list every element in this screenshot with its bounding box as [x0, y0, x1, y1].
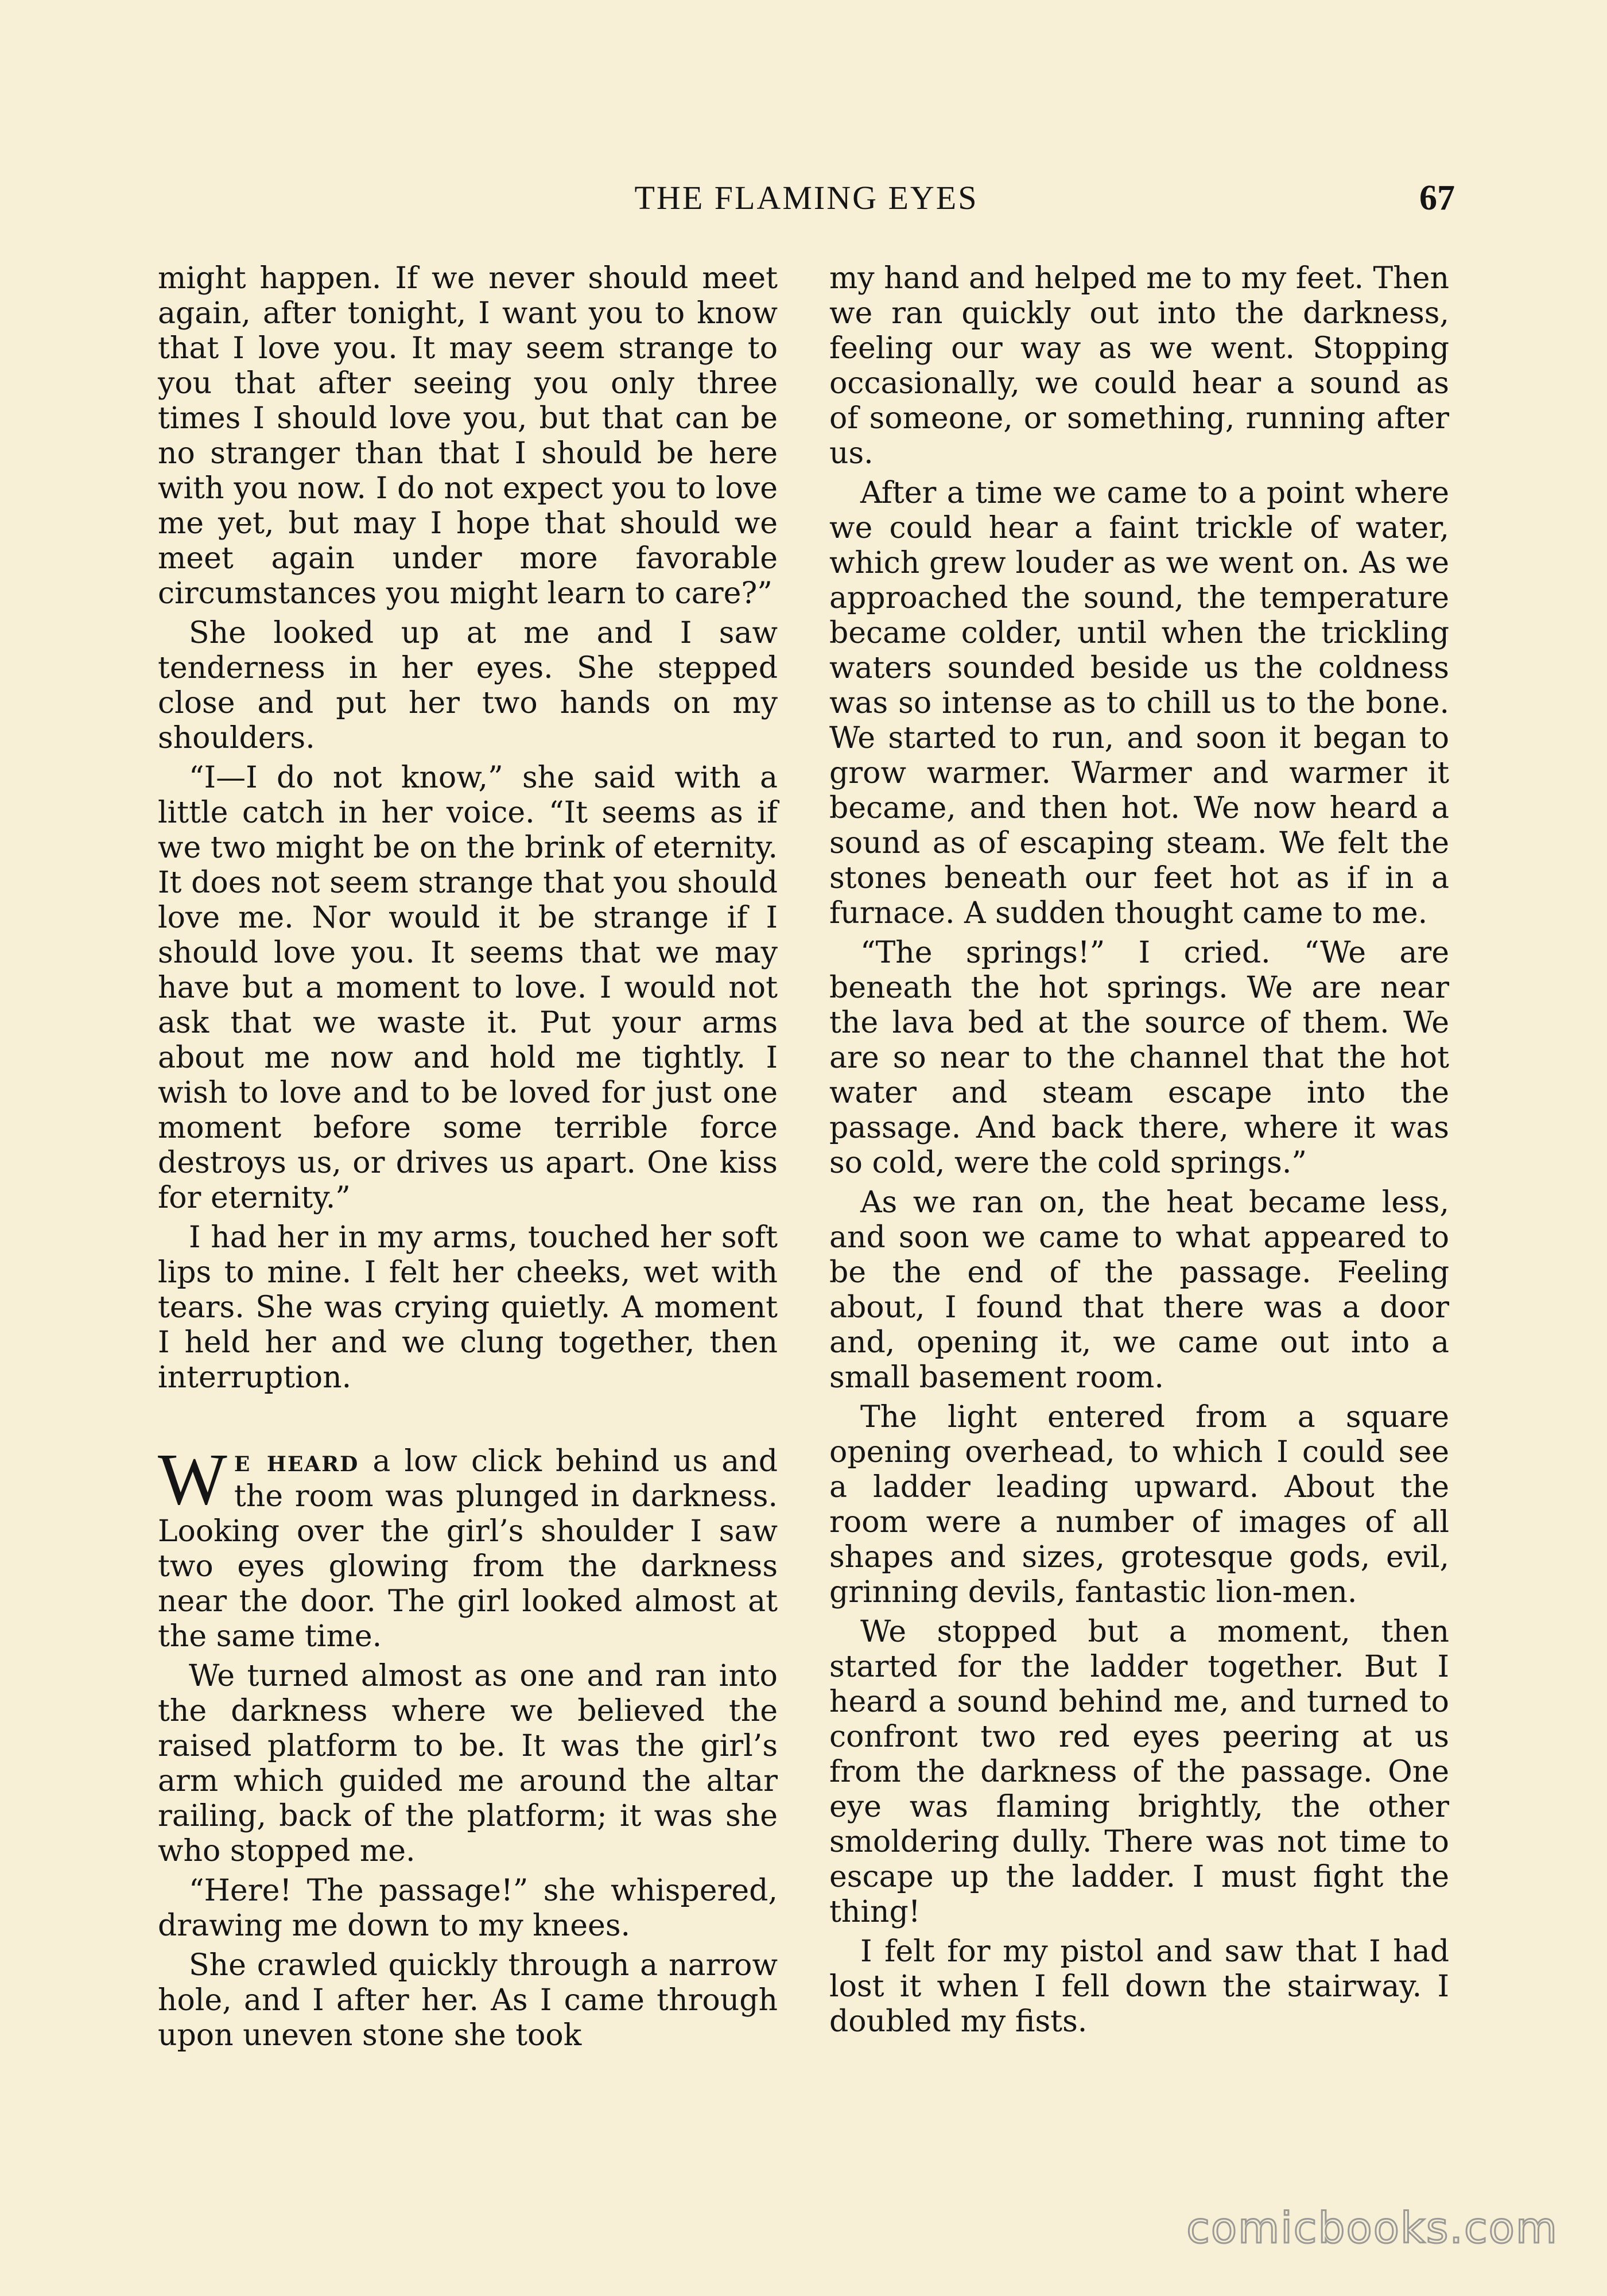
paragraph: I had her in my arms, touched her soft lips to mine. I felt her cheeks, wet with tears. She was crying quietly. A moment I held her and we clung together, then interruption.: [158, 1220, 778, 1395]
drop-cap: W: [158, 1438, 227, 1520]
paragraph: The light entered from a square opening overhead, to which I could see a ladder leading upward. About the room were a number of images of all shapes and sizes, grotesque gods, evil, grinning devils, fantastic lion-men.: [829, 1400, 1449, 1609]
page-number: 67: [1419, 179, 1455, 218]
running-title: THE FLAMING EYES: [634, 179, 979, 216]
watermark: comicbooks.com: [1186, 2204, 1558, 2253]
paragraph: As we ran on, the heat became less, and soon we came to what appeared to be the end of the passage. Feeling about, I found that there was a door and, opening it, we came out into a small basement room.: [829, 1185, 1449, 1395]
paragraph: After a time we came to a point where we could hear a faint trickle of water, which grew louder as we went on. As we approached the sound, the temperature became colder, until when the trickling waters sounded beside us the coldness was so intense as to chill us to the bone. We started to run, and soon it began to grow warmer. Warmer and warmer it became, and then hot. We now heard a sound as of escaping steam. We felt the stones beneath our feet hot as if in a furnace. A sudden thought came to me.: [829, 476, 1449, 930]
right-column: [829, 261, 1449, 2044]
paragraph: might happen. If we never should meet again, after tonight, I want you to know that I love you. It may seem strange to you that after seeing you only three times I should love you, but that can be no stranger than that I should be here with you now. I do not expect you to love me yet, but may I hope that should we meet again under more favorable circumstances you might learn to care?”: [158, 261, 778, 611]
paragraph: She crawled quickly through a narrow hole, and I after her. As I came through upon uneven stone she took: [158, 1948, 778, 2053]
paragraph: “I—I do not know,” she said with a little catch in her voice. “It seems as if we two might be on the brink of eternity. It does not seem strange that you should love me. Nor would it be strange if I should love you. It seems that we may have but a moment to love. I would not ask that we waste it. Put your arms about me now and hold me tightly. I wish to love and to be loved for just one moment before some terrible force destroys us, or drives us apart. One kiss for eternity.”: [158, 761, 778, 1215]
paragraph: We turned almost as one and ran into the darkness where we believed the raised platform to be. It was the girl’s arm which guided me around the altar railing, back of the platform; it was she who stopped me.: [158, 1659, 778, 1868]
paragraph: She looked up at me and I saw tenderness in her eyes. She stepped close and put her two hands on my shoulders.: [158, 616, 778, 755]
small-caps-lead: e heard: [234, 1444, 359, 1479]
page-header: [158, 172, 1455, 224]
paragraph: I felt for my pistol and saw that I had lost it when I fell down the stairway. I doubled my fists.: [829, 1934, 1449, 2039]
left-column: [158, 261, 778, 2058]
paragraph-text: a low click behind us and the room was plunged in darkness. Looking over the girl’s shoulder I saw two eyes glowing from the darkness near the door. The girl looked almost at the same time.: [158, 1444, 778, 1654]
section-opening-paragraph: [158, 1438, 778, 1654]
paragraph: We stopped but a moment, then started for the ladder together. But I heard a sound behind me, and turned to confront two red eyes peering at us from the darkness of the passage. One eye was flaming brightly, the other smoldering dully. There was not time to escape up the ladder. I must fight the thing!: [829, 1615, 1449, 1929]
paragraph: “Here! The passage!” she whispered, drawing me down to my knees.: [158, 1874, 778, 1943]
paragraph: my hand and helped me to my feet. Then we ran quickly out into the darkness, feeling our way as we went. Stopping occasionally, we could hear a sound as of someone, or something, running after us.: [829, 261, 1449, 471]
paragraph: “The springs!” I cried. “We are beneath the hot springs. We are near the lava bed at the source of them. We are so near to the channel that the hot water and steam escape into the passage. And back there, where it was so cold, were the cold springs.”: [829, 936, 1449, 1180]
